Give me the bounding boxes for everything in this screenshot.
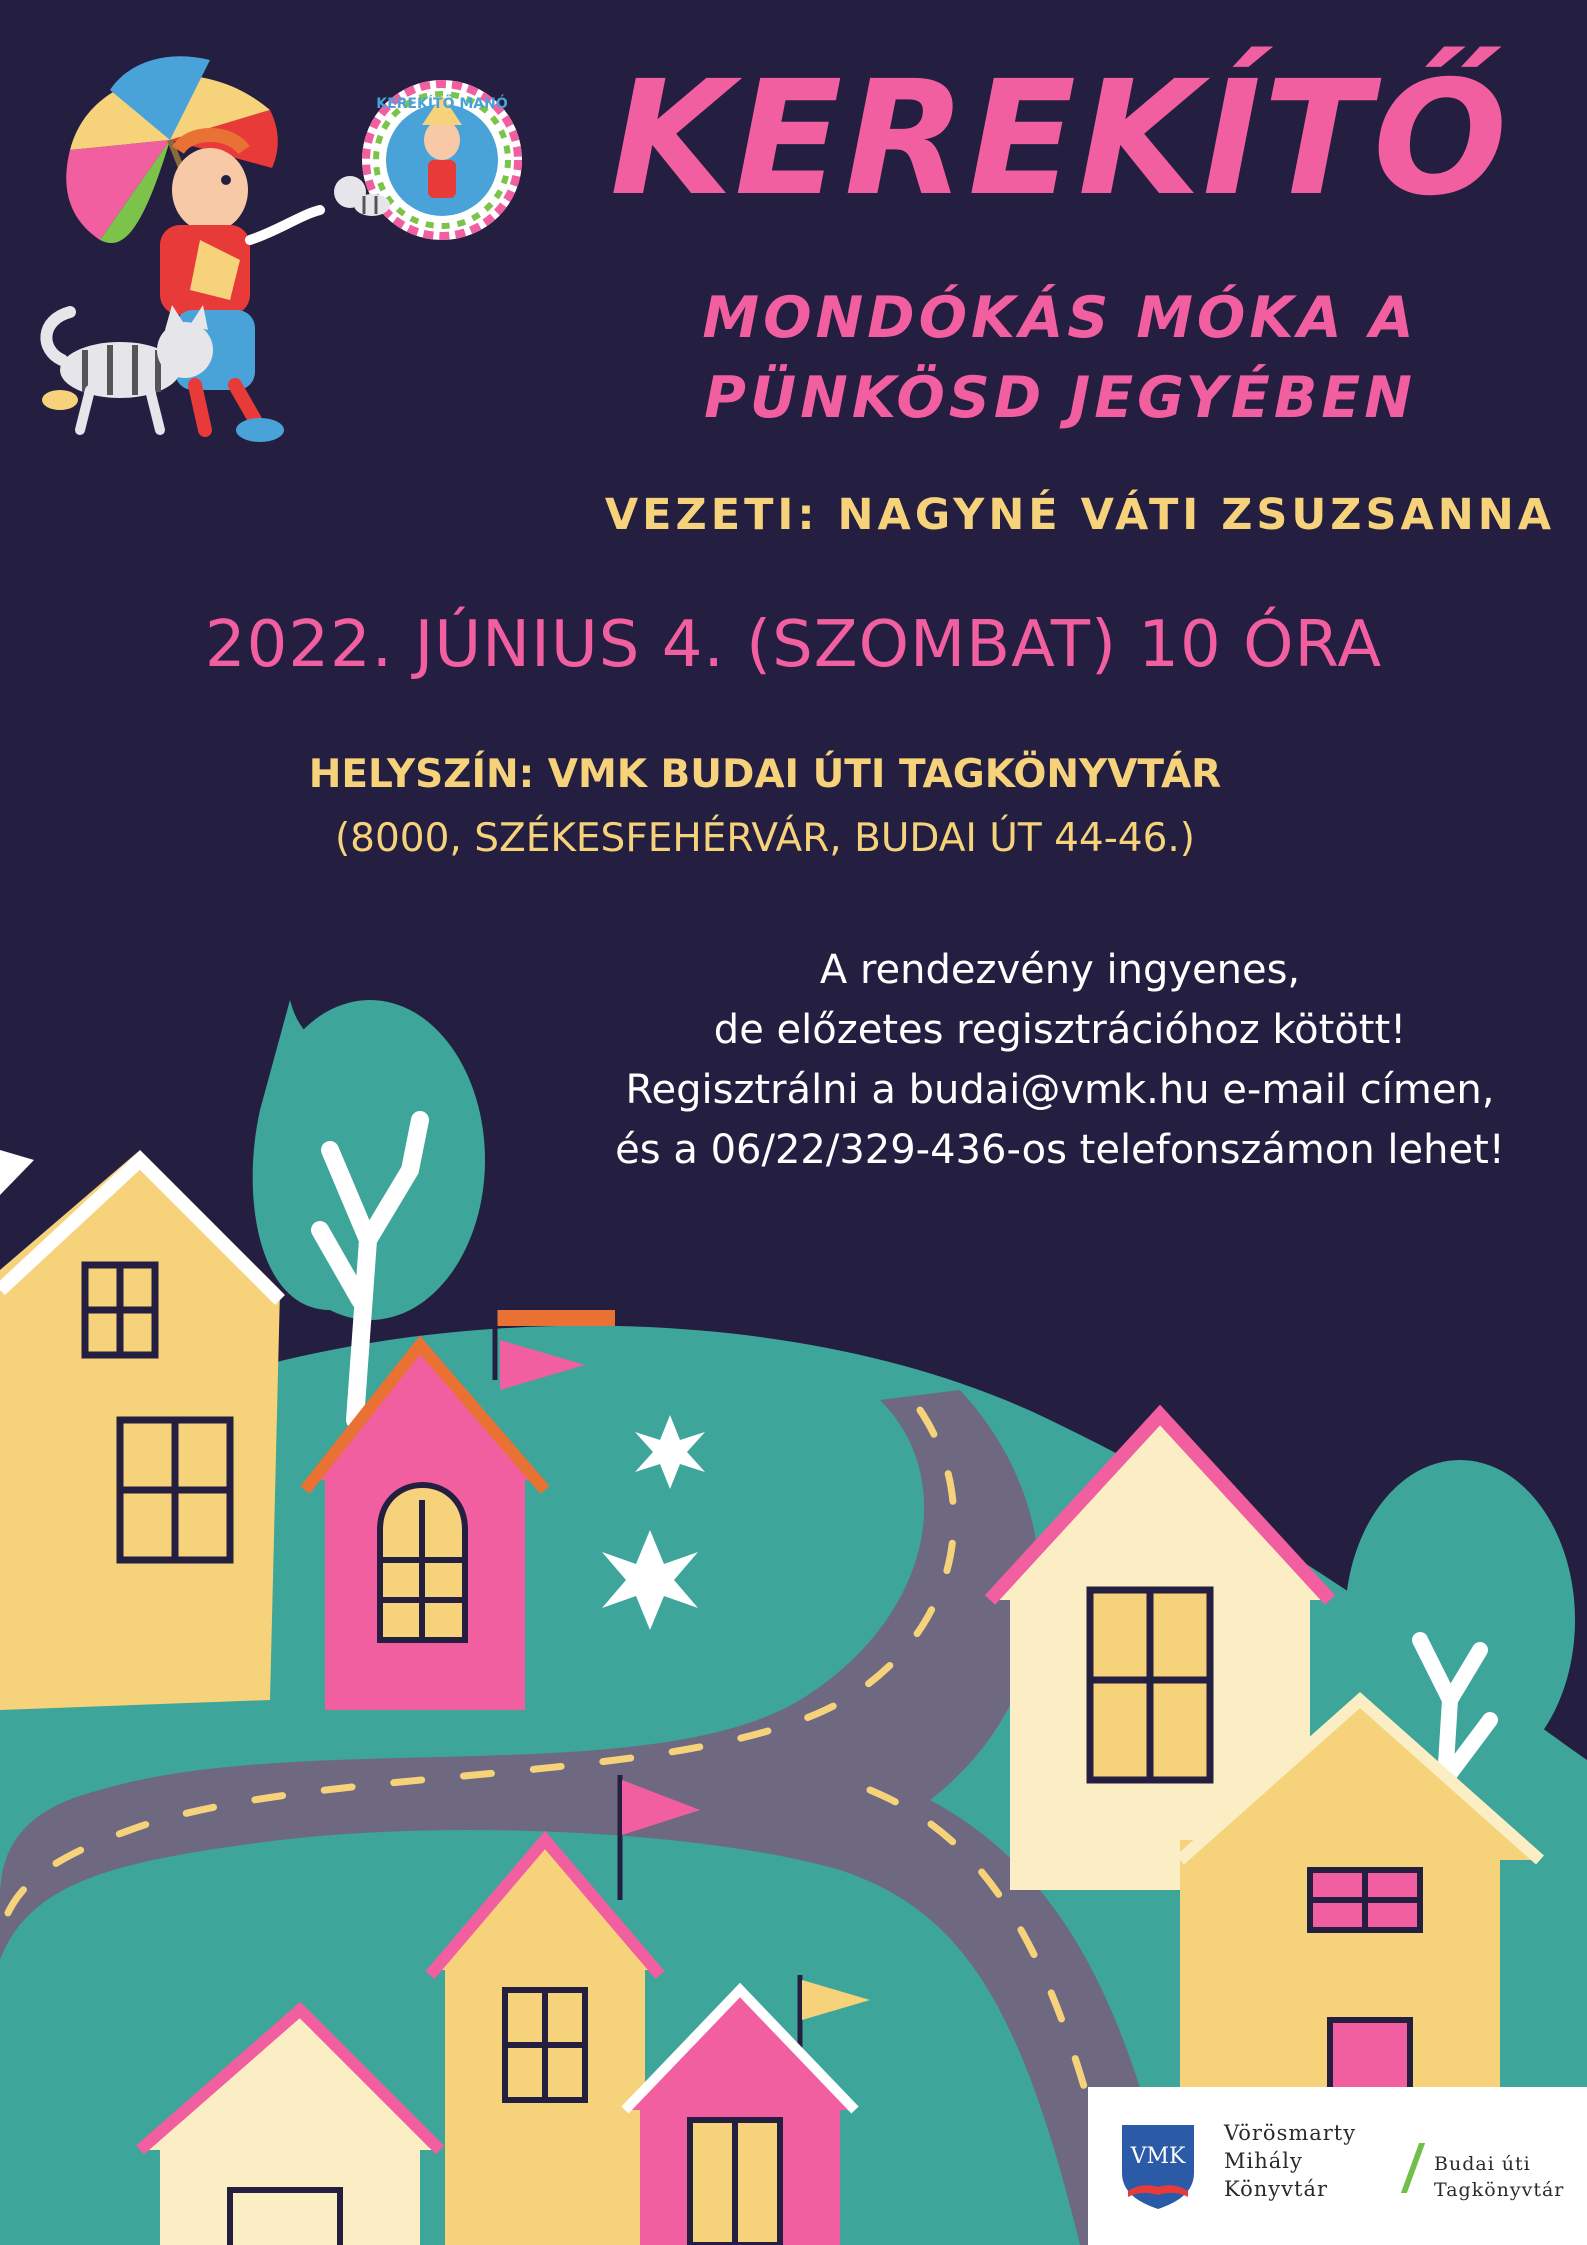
info-line: Regisztrálni a budai@vmk.hu e-mail címen, — [625, 1067, 1495, 1113]
event-title: KEREKÍTŐ — [610, 47, 1510, 231]
event-subtitle — [640, 278, 1480, 438]
library-name-line: Könyvtár — [1224, 2177, 1329, 2201]
badge-ring-text: KEREKÍTŐ MANÓ — [376, 96, 508, 112]
house-yellow-left — [0, 1150, 280, 1710]
branch-name-line: Tagkönyvtár — [1434, 2179, 1565, 2201]
event-date: 2022. JÚNIUS 4. (SZOMBAT) 10 ÓRA — [204, 608, 1383, 682]
info-line: és a 06/22/329-436-os telefonszámon lehet! — [615, 1127, 1505, 1173]
venue-label: HELYSZÍN: VMK BUDAI ÚTI TAGKÖNYVTÁR — [308, 752, 1222, 797]
character-illustration — [42, 56, 320, 442]
vmk-shield-icon — [1118, 2121, 1198, 2211]
registration-info — [560, 940, 1560, 1180]
info-line: A rendezvény ingyenes, — [819, 947, 1301, 993]
library-name-line: Vörösmarty — [1224, 2121, 1357, 2145]
logo-divider — [1401, 2143, 1425, 2193]
vmk-shield-letters: VMK — [1130, 2144, 1186, 2169]
library-logo — [1088, 2087, 1587, 2245]
library-name — [1224, 2119, 1356, 2203]
branch-name-line: Budai úti — [1434, 2153, 1531, 2175]
branch-name — [1434, 2151, 1564, 2203]
info-line: de előzetes regisztrációhoz kötött! — [713, 1007, 1407, 1053]
subtitle-line-1: MONDÓKÁS MÓKA A — [702, 285, 1418, 351]
subtitle-line-2: PÜNKÖSD JEGYÉBEN — [704, 365, 1416, 431]
library-name-line: Mihály — [1224, 2149, 1303, 2173]
event-host: VEZETI: NAGYNÉ VÁTI ZSUZSANNA — [604, 490, 1555, 540]
cat-illustration — [46, 305, 213, 430]
venue-address: (8000, SZÉKESFEHÉRVÁR, BUDAI ÚT 44-46.) — [334, 816, 1196, 861]
